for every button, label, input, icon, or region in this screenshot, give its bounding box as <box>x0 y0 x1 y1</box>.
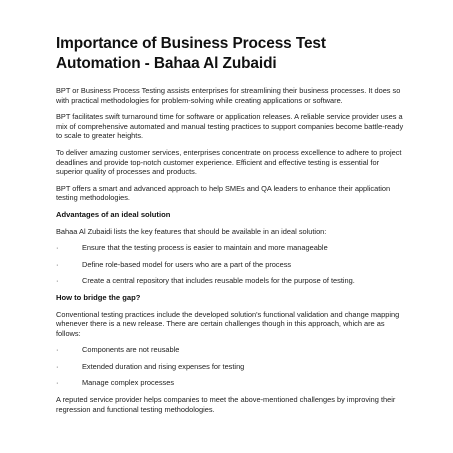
bullet-mark: · <box>56 378 59 388</box>
list-item-text: Ensure that the testing process is easier to maintain and more manageable <box>82 243 328 253</box>
bullet-mark: · <box>56 345 59 355</box>
list-item-text: Create a central repository that includes reusable models for the purpose of testing. <box>82 276 355 286</box>
paragraph-key-features: Bahaa Al Zubaidi lists the key features that should be available in an ideal solution: <box>56 226 327 236</box>
heading-bridge-gap: How to bridge the gap? <box>56 292 141 302</box>
paragraph-customer-services: To deliver amazing customer services, enterprises concentrate on process excellence to adhere to project deadlines and provide top-notch customer experience. Efficient and effective testing is essential for superior quality of processes and products. <box>56 147 402 177</box>
paragraph-bpt-turnaround: BPT facilitates swift turnaround time for software or application releases. A reliable service provider uses a mix of comprehensive automated and manual testing practices to support companies become battle-ready to scale to greater heights. <box>56 112 404 141</box>
list-item-text: Define role-based model for users who are a part of the process <box>82 259 292 269</box>
list-item-text: Manage complex processes <box>82 378 175 388</box>
paragraph-service-provider: A reputed service provider helps companies to meet the above-mentioned challenges by improving their regression and functional testing methodologies. <box>56 395 396 414</box>
bullet-mark: · <box>56 276 59 286</box>
bullet-mark: · <box>56 259 59 269</box>
list-item <box>56 362 406 372</box>
paragraph-bpt-offers: BPT offers a smart and advanced approach to help SMEs and QA leaders to enhance their application testing methodologies. <box>56 183 391 203</box>
paragraph-conventional-testing: Conventional testing practices include the developed solution's functional validation and change mapping whenever there is a new release. There are certain challenges though in this approach, which are as follows: <box>56 309 400 338</box>
list-item <box>56 378 406 388</box>
bullet-mark: · <box>56 243 59 253</box>
heading-advantages: Advantages of an ideal solution <box>56 209 171 219</box>
list-item-text: Extended duration and rising expenses for testing <box>82 361 245 371</box>
document-title: Importance of Business Process Test Automation - Bahaa Al Zubaidi <box>56 35 326 72</box>
list-item-text: Components are not reusable <box>82 345 180 355</box>
list-item <box>56 345 406 355</box>
list-item <box>56 243 406 253</box>
document-page <box>56 34 406 414</box>
list-item <box>56 276 406 286</box>
paragraph-bpt-intro: BPT or Business Process Testing assists enterprises for streamlining their business processes. It does so with practical methodologies for problem-solving while creating applications or software. <box>56 86 401 105</box>
bullet-mark: · <box>56 361 59 371</box>
list-item <box>56 260 406 270</box>
